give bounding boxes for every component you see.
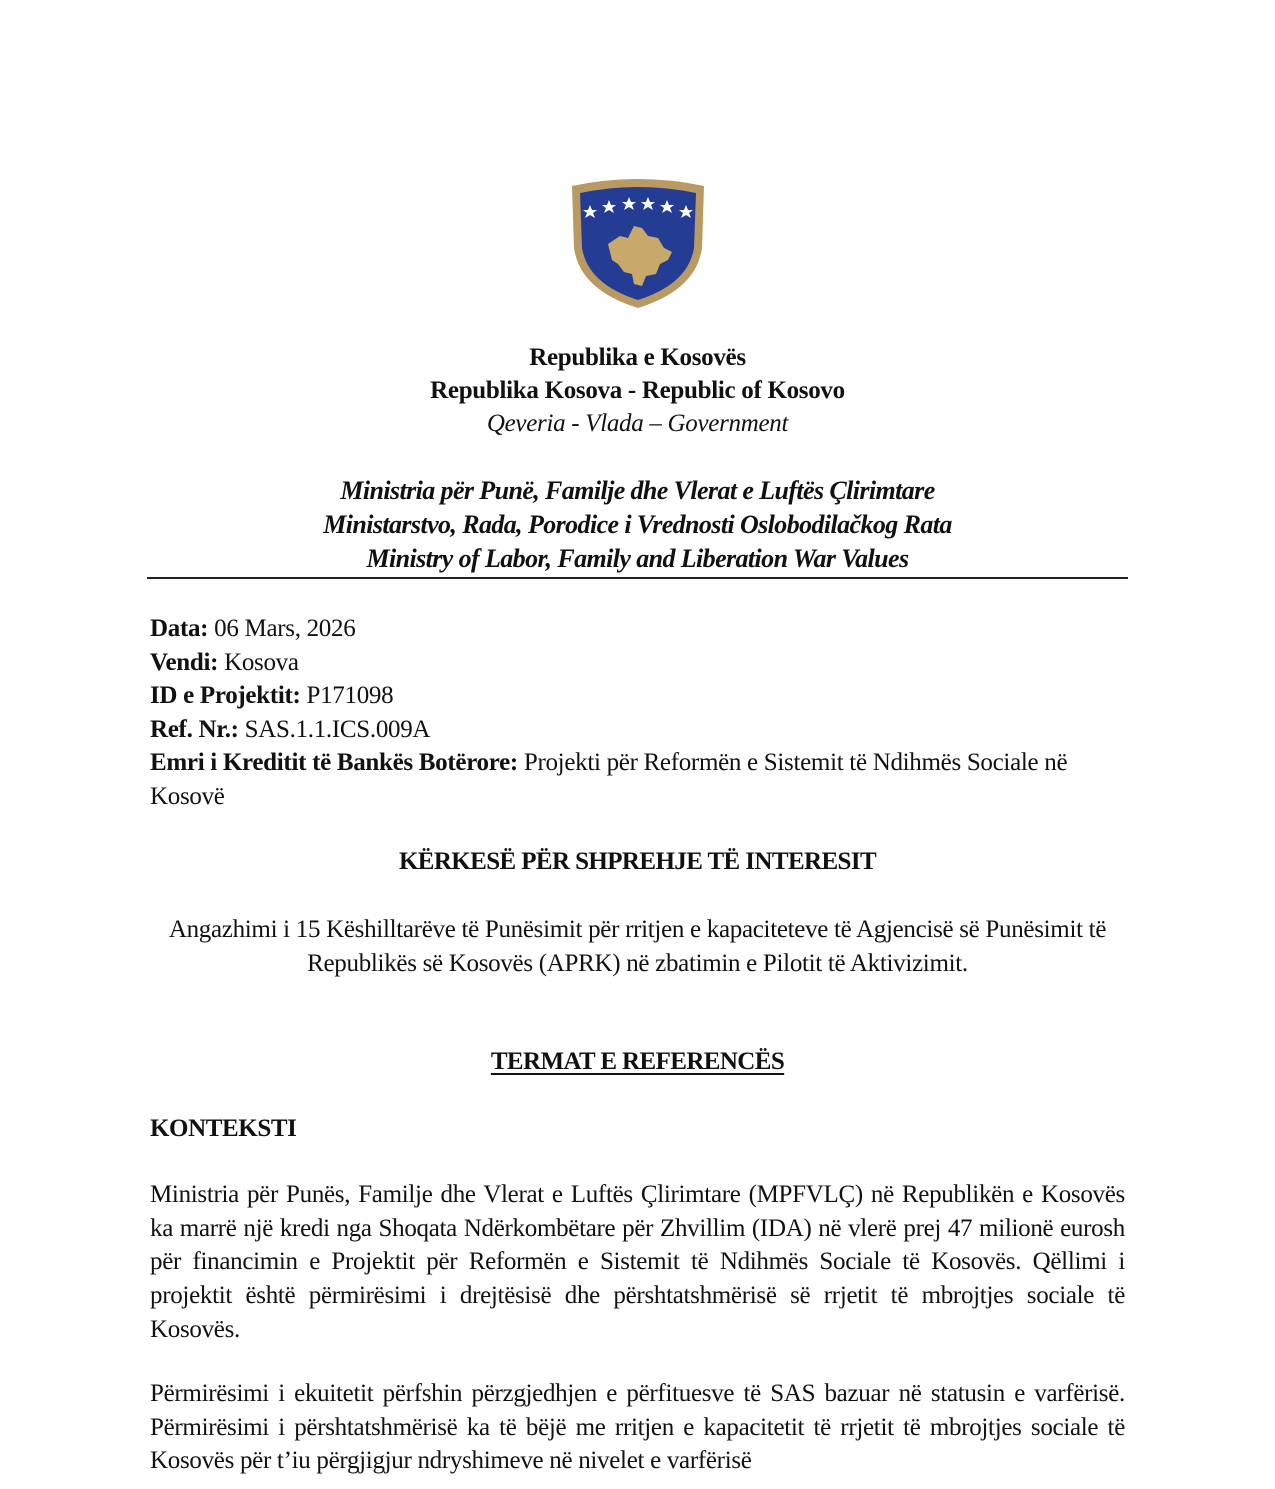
meta-credit-value: Projekti për Reformën e Sistemit të Ndihmës Sociale në Kosovë <box>150 749 1068 810</box>
meta-credit <box>150 746 1110 813</box>
meta-date-label: Data: <box>150 615 209 642</box>
section-heading-context: KONTEKSTI <box>150 1115 297 1142</box>
meta-project-id-value: P171098 <box>300 682 394 709</box>
header-divider <box>147 577 1128 579</box>
document-subtitle: Angazhimi i 15 Këshilltarëve të Punësimit për rritjen e kapaciteteve të Agjencisë së Punësimit të Republikës së Kosovës (APRK) në zbatimin e Pilotit të Aktivizimit. <box>168 916 1107 977</box>
ministry-name-sq: Ministria për Punë, Familje dhe Vlerat e Luftës Çlirimtare <box>340 476 935 505</box>
terms-heading <box>0 1045 1275 1079</box>
meta-project-id <box>150 679 1110 713</box>
header-government: Qeveria - Vlada – Government <box>486 410 789 437</box>
meta-country-value: Kosova <box>218 648 299 676</box>
meta-ref-value: SAS.1.1.ICS.009A <box>238 715 431 743</box>
document-title: KËRKESË PËR SHPREHJE TË INTERESIT <box>398 848 877 875</box>
kosovo-coat-of-arms-icon <box>568 178 708 310</box>
paragraph-context-2: Përmirësimi i ekuitetit përfshin përzgjedhjen e përfituesve të SAS bazuar në statusin e varfërisë. Përmirësimi i përshtatshmërisë ka të bëjë me rritjen e kapacitetit të rrjetit të mbrojtjes sociale të Kosovës për t’iu përgjigjur ndryshimeve në nivelet e varfërisë <box>150 1380 1125 1475</box>
meta-ref-label: Ref. Nr.: <box>150 715 239 743</box>
meta-project-id-label: ID e Projektit: <box>150 682 301 709</box>
meta-country <box>150 646 1110 680</box>
meta-date <box>150 612 1110 646</box>
paragraph-context-1: Ministria për Punës, Familje dhe Vlerat e Luftës Çlirimtare (MPFVLÇ) në Republikën e Kosovës ka marrë një kredi nga Shoqata Ndërkombëtare për Zhvillim (IDA) në vlerë prej 47 milionë eurosh për financimin e Projektit për Reformën e Sistemit të Ndihmës Sociale të Kosovës. Qëllimi i projektit është përmirësimi i drejtësisë dhe përshtatshmërisë së rrjetit të mbrojtjes sociale të Kosovës. <box>150 1181 1125 1343</box>
ministry-name-sr: Ministarstvo, Rada, Porodice i Vrednosti Oslobodilačkog Rata <box>323 510 952 539</box>
meta-ref <box>150 713 1110 747</box>
meta-country-label: Vendi: <box>150 648 219 676</box>
header-republic-sq: Republika e Kosovës <box>529 344 746 371</box>
terms-heading-text: TERMAT E REFERENCËS <box>490 1048 785 1075</box>
ministry-name-en: Ministry of Labor, Family and Liberation War Values <box>366 544 909 573</box>
header-republic-multilingual: Republika Kosova - Republic of Kosovo <box>430 377 845 404</box>
meta-date-value: 06 Mars, 2026 <box>208 615 356 642</box>
meta-credit-label: Emri i Kreditit të Bankës Botërore: <box>150 749 518 776</box>
document-metadata <box>150 612 1110 813</box>
